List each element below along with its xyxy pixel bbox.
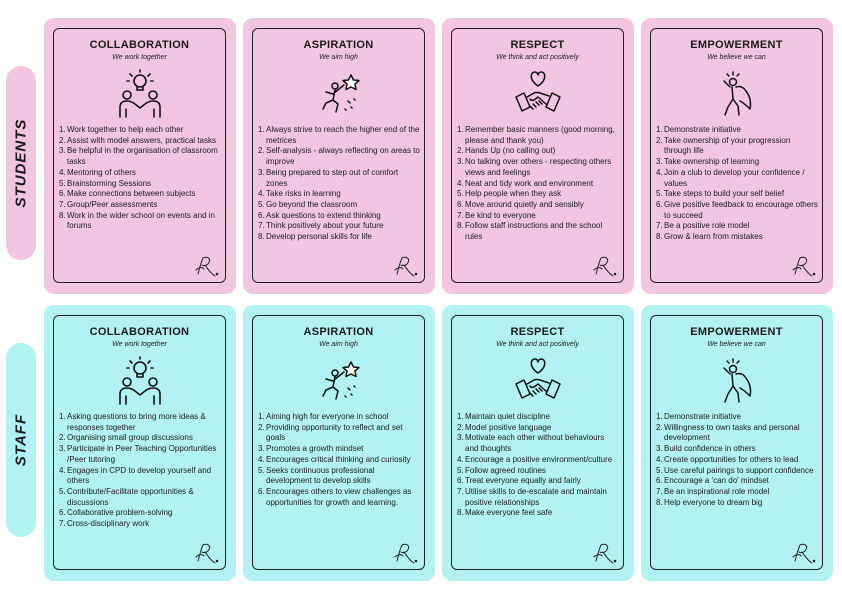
school-logo — [788, 542, 818, 566]
list-item-number: 8. — [656, 497, 663, 507]
value-card — [53, 28, 226, 283]
staff-row-label: STAFF — [12, 413, 30, 467]
value-card-frame — [44, 18, 236, 294]
list-item-number: 3. — [59, 444, 66, 454]
list-item-text: Contribute/Facilitate opportunities & discussions — [67, 486, 194, 507]
list-item-number: 5. — [457, 189, 464, 199]
list-item-number: 7. — [59, 199, 66, 209]
school-logo — [390, 542, 420, 566]
card-title: ASPIRATION — [303, 326, 374, 338]
list-item — [656, 136, 818, 157]
list-item — [656, 487, 818, 498]
list-item-text: Aiming high for everyone in school — [266, 412, 389, 421]
value-card — [650, 28, 823, 283]
list-item-number: 6. — [656, 476, 663, 486]
list-item-text: Utilise skills to de-escalate and maintain positive relationships — [465, 486, 607, 507]
list-item-text: Encourage a positive environment/culture — [465, 454, 613, 464]
list-item — [258, 232, 420, 243]
school-logo — [589, 542, 619, 566]
list-item-number: 1. — [656, 412, 663, 421]
list-item-text: Encourage a 'can do' mindset — [664, 476, 769, 486]
list-item-text: Make everyone feel safe — [465, 508, 553, 518]
list-item — [656, 498, 818, 509]
list-item — [258, 487, 420, 508]
list-item-text: Brainstorming Sessions — [67, 178, 152, 188]
list-item — [258, 200, 420, 211]
list-item-text: Collaborative problem-solving — [67, 508, 173, 518]
list-item-text: Always strive to reach the higher end of the metrices — [266, 125, 420, 145]
students-row-label: STUDENTS — [12, 118, 30, 208]
list-item-text: No talking over others - respecting others views and feelings — [465, 157, 612, 177]
list-item-text: Motivate each other without behaviours and thoughts — [465, 433, 605, 454]
list-item-text: Model positive language — [465, 422, 552, 432]
card-list — [258, 125, 420, 243]
list-item-text: Mentoring of others — [67, 167, 136, 177]
list-item — [258, 423, 420, 444]
list-item-text: Neat and tidy work and environment — [465, 178, 594, 188]
list-item-number: 4. — [656, 454, 663, 464]
list-item-text: Willingness to own tasks and personal development — [664, 422, 800, 443]
list-item — [258, 221, 420, 232]
card-subtitle: We aim high — [319, 54, 358, 61]
list-item — [457, 487, 619, 508]
list-item — [457, 455, 619, 466]
list-item-text: Be kind to everyone — [465, 210, 536, 220]
card-title: RESPECT — [510, 39, 565, 51]
list-item-number: 7. — [258, 221, 265, 231]
list-item — [258, 125, 420, 146]
list-item-number: 2. — [656, 135, 663, 145]
card-title: EMPOWERMENT — [690, 326, 783, 338]
list-item-number: 5. — [258, 465, 265, 475]
list-item-text: Group/Peer assessments — [67, 199, 158, 209]
list-item-text: Help people when they ask — [465, 189, 562, 199]
list-item — [457, 433, 619, 454]
list-item-text: Maintain quiet discipline — [465, 412, 550, 421]
list-item — [457, 179, 619, 190]
list-item-number: 8. — [59, 210, 66, 220]
list-item-number: 2. — [258, 146, 265, 156]
list-item-number: 1. — [457, 125, 464, 134]
list-item-text: Encourages critical thinking and curiosity — [266, 454, 411, 464]
collaboration-icon — [116, 356, 164, 406]
list-item — [656, 476, 818, 487]
list-item — [258, 444, 420, 455]
list-item — [59, 412, 221, 433]
list-item-number: 5. — [59, 486, 66, 496]
list-item-number: 1. — [258, 125, 265, 134]
list-item-text: Use careful pairings to support confidence — [664, 465, 814, 475]
list-item-text: Cross-disciplinary work — [67, 519, 150, 529]
list-item-number: 7. — [457, 210, 464, 220]
list-item — [457, 146, 619, 157]
list-item — [457, 221, 619, 242]
list-item-text: Create opportunities for others to lead — [664, 454, 799, 464]
list-item-number: 2. — [457, 146, 464, 156]
list-item-number: 6. — [59, 508, 66, 518]
aspiration-icon — [315, 356, 363, 406]
list-item-number: 4. — [656, 167, 663, 177]
list-item-text: Encourages others to view challenges as opportunities for growth and learning. — [266, 486, 412, 507]
school-logo — [788, 255, 818, 279]
card-subtitle: We think and act positively — [496, 341, 579, 348]
empowerment-icon — [713, 356, 761, 406]
list-item-number: 2. — [457, 422, 464, 432]
list-item — [59, 146, 221, 167]
students-row-label-tab — [6, 66, 36, 260]
card-subtitle: We think and act positively — [496, 54, 579, 61]
list-item — [656, 125, 818, 136]
list-item — [457, 476, 619, 487]
list-item-number: 6. — [59, 189, 66, 199]
list-item-number: 6. — [656, 199, 663, 209]
list-item-text: Being prepared to step out of comfort zones — [266, 167, 399, 188]
list-item — [457, 125, 619, 146]
list-item-number: 8. — [656, 232, 663, 242]
list-item-text: Make connections between subjects — [67, 189, 196, 199]
list-item-number: 6. — [258, 210, 265, 220]
list-item-text: Engages in CPD to develop yourself and others — [67, 465, 212, 486]
card-list — [457, 412, 619, 519]
value-card-frame — [243, 305, 435, 581]
list-item-number: 1. — [59, 412, 66, 421]
card-subtitle: We work together — [112, 54, 167, 61]
list-item-text: Take steps to build your self belief — [664, 189, 785, 199]
list-item-number: 3. — [258, 167, 265, 177]
list-item-text: Be a positive role model — [664, 221, 750, 231]
list-item — [59, 519, 221, 530]
list-item-text: Work in the wider school on events and in forums — [67, 210, 215, 231]
value-card-frame — [442, 305, 634, 581]
card-title: COLLABORATION — [89, 39, 190, 51]
list-item-number: 1. — [457, 412, 464, 421]
list-item-text: Be helpful in the organisation of classroom tasks — [67, 146, 218, 167]
value-card-frame — [442, 18, 634, 294]
value-card — [451, 315, 624, 570]
value-card — [650, 315, 823, 570]
card-subtitle: We aim high — [319, 341, 358, 348]
list-item-number: 5. — [457, 465, 464, 475]
list-item-text: Give positive feedback to encourage others to succeed — [664, 199, 818, 220]
list-item-text: Be an inspirational role model — [664, 486, 770, 496]
list-item — [457, 200, 619, 211]
list-item-text: Treat everyone equally and fairly — [465, 476, 581, 486]
list-item — [656, 168, 818, 189]
list-item-number: 6. — [457, 199, 464, 209]
list-item-number: 7. — [457, 486, 464, 496]
list-item-text: Take risks in learning — [266, 189, 341, 199]
list-item-text: Providing opportunity to reflect and set goals — [266, 422, 403, 443]
list-item-number: 5. — [656, 189, 663, 199]
list-item-text: Seeks continuous professional development to develop skills — [266, 465, 375, 486]
school-logo — [191, 542, 221, 566]
card-list — [59, 125, 221, 232]
list-item-number: 1. — [59, 125, 66, 134]
list-item — [656, 455, 818, 466]
list-item — [457, 189, 619, 200]
list-item — [656, 232, 818, 243]
list-item-text: Promotes a growth mindset — [266, 444, 364, 454]
card-subtitle: We believe we can — [707, 341, 766, 348]
list-item — [656, 412, 818, 423]
list-item-text: Follow staff instructions and the school rules — [465, 221, 603, 242]
list-item-text: Remember basic manners (good morning, please and thank you) — [465, 125, 615, 145]
list-item — [59, 136, 221, 147]
staff-row-label-tab — [6, 343, 36, 537]
value-card-frame — [641, 18, 833, 294]
card-subtitle: We believe we can — [707, 54, 766, 61]
value-card — [53, 315, 226, 570]
list-item-text: Organising small group discussions — [67, 433, 193, 443]
list-item — [457, 412, 619, 423]
list-item-number: 2. — [258, 422, 265, 432]
value-card-frame — [641, 305, 833, 581]
list-item — [656, 444, 818, 455]
school-logo — [589, 255, 619, 279]
value-card — [252, 315, 425, 570]
list-item-text: Take ownership of your progression through life — [664, 135, 791, 156]
list-item — [59, 433, 221, 444]
card-list — [59, 412, 221, 530]
list-item — [656, 221, 818, 232]
list-item — [59, 466, 221, 487]
list-item-number: 3. — [656, 444, 663, 454]
list-item-text: Follow agreed routines — [465, 465, 546, 475]
list-item-text: Join a club to develop your confidence / values — [664, 167, 805, 188]
list-item-text: Help everyone to dream big — [664, 497, 763, 507]
list-item-text: Assist with model answers, practical tasks — [67, 135, 216, 145]
list-item-number: 5. — [258, 199, 265, 209]
list-item — [59, 125, 221, 136]
list-item — [457, 466, 619, 477]
list-item-number: 2. — [59, 433, 66, 443]
list-item-text: Grow & learn from mistakes — [664, 232, 763, 242]
list-item-number: 4. — [59, 465, 66, 475]
list-item — [59, 508, 221, 519]
list-item-number: 4. — [457, 178, 464, 188]
list-item-number: 4. — [59, 167, 66, 177]
card-list — [656, 412, 818, 508]
collaboration-icon — [116, 69, 164, 119]
list-item — [457, 508, 619, 519]
list-item-text: Self-analysis - always reflecting on areas to improve — [266, 146, 420, 167]
list-item-text: Ask questions to extend thinking — [266, 210, 381, 220]
list-item-number: 8. — [258, 232, 265, 242]
list-item — [457, 423, 619, 434]
list-item-number: 7. — [656, 486, 663, 496]
list-item-text: Hands Up (no calling out) — [465, 146, 556, 156]
list-item-number: 3. — [656, 157, 663, 167]
list-item — [59, 179, 221, 190]
list-item-text: Build confidence in others — [664, 444, 756, 454]
list-item — [258, 189, 420, 200]
aspiration-icon — [315, 69, 363, 119]
list-item-text: Participate in Peer Teaching Opportunities /Peer tutoring — [67, 444, 217, 464]
value-card — [451, 28, 624, 283]
list-item — [656, 157, 818, 168]
list-item — [258, 211, 420, 222]
card-list — [258, 412, 420, 508]
list-item — [59, 168, 221, 179]
empowerment-icon — [713, 69, 761, 119]
respect-icon — [514, 69, 562, 119]
list-item — [258, 466, 420, 487]
list-item — [59, 444, 221, 465]
list-item-number: 4. — [258, 454, 265, 464]
list-item — [59, 200, 221, 211]
card-list — [457, 125, 619, 243]
list-item-number: 1. — [656, 125, 663, 134]
list-item — [457, 157, 619, 178]
list-item-number: 7. — [59, 519, 66, 529]
list-item-number: 2. — [656, 422, 663, 432]
list-item-number: 3. — [59, 146, 66, 156]
list-item-number: 5. — [656, 465, 663, 475]
list-item-text: Go beyond the classroom — [266, 199, 358, 209]
list-item — [59, 487, 221, 508]
list-item — [258, 146, 420, 167]
list-item — [656, 466, 818, 477]
list-item-text: Demonstrate initiative — [664, 125, 741, 134]
list-item-text: Demonstrate initiative — [664, 412, 741, 421]
list-item — [656, 200, 818, 221]
card-title: ASPIRATION — [303, 39, 374, 51]
list-item — [656, 423, 818, 444]
value-card-frame — [243, 18, 435, 294]
list-item-text: Asking questions to bring more ideas & responses together — [67, 412, 206, 432]
respect-icon — [514, 356, 562, 406]
list-item-number: 3. — [258, 444, 265, 454]
card-title: EMPOWERMENT — [690, 39, 783, 51]
card-subtitle: We work together — [112, 341, 167, 348]
value-card — [252, 28, 425, 283]
card-list — [656, 125, 818, 243]
card-title: COLLABORATION — [89, 326, 190, 338]
list-item-number: 8. — [457, 508, 464, 518]
school-logo — [390, 255, 420, 279]
list-item — [59, 211, 221, 232]
school-logo — [191, 255, 221, 279]
list-item-text: Develop personal skills for life — [266, 232, 372, 242]
list-item-text: Think positively about your future — [266, 221, 384, 231]
value-card-frame — [44, 305, 236, 581]
list-item — [59, 189, 221, 200]
list-item — [656, 189, 818, 200]
list-item-number: 4. — [457, 454, 464, 464]
list-item-number: 4. — [258, 189, 265, 199]
list-item-number: 1. — [258, 412, 265, 421]
list-item-number: 3. — [457, 433, 464, 443]
list-item-text: Work together to help each other — [67, 125, 184, 134]
list-item-number: 2. — [59, 135, 66, 145]
list-item — [258, 412, 420, 423]
list-item — [258, 168, 420, 189]
card-title: RESPECT — [510, 326, 565, 338]
list-item-number: 7. — [656, 221, 663, 231]
list-item-text: Move around quietly and sensibly — [465, 199, 584, 209]
list-item-number: 3. — [457, 157, 464, 167]
list-item — [258, 455, 420, 466]
list-item-number: 8. — [457, 221, 464, 231]
list-item-number: 6. — [457, 476, 464, 486]
list-item-text: Take ownership of learning — [664, 157, 760, 167]
list-item — [457, 211, 619, 222]
list-item-number: 6. — [258, 486, 265, 496]
list-item-number: 5. — [59, 178, 66, 188]
